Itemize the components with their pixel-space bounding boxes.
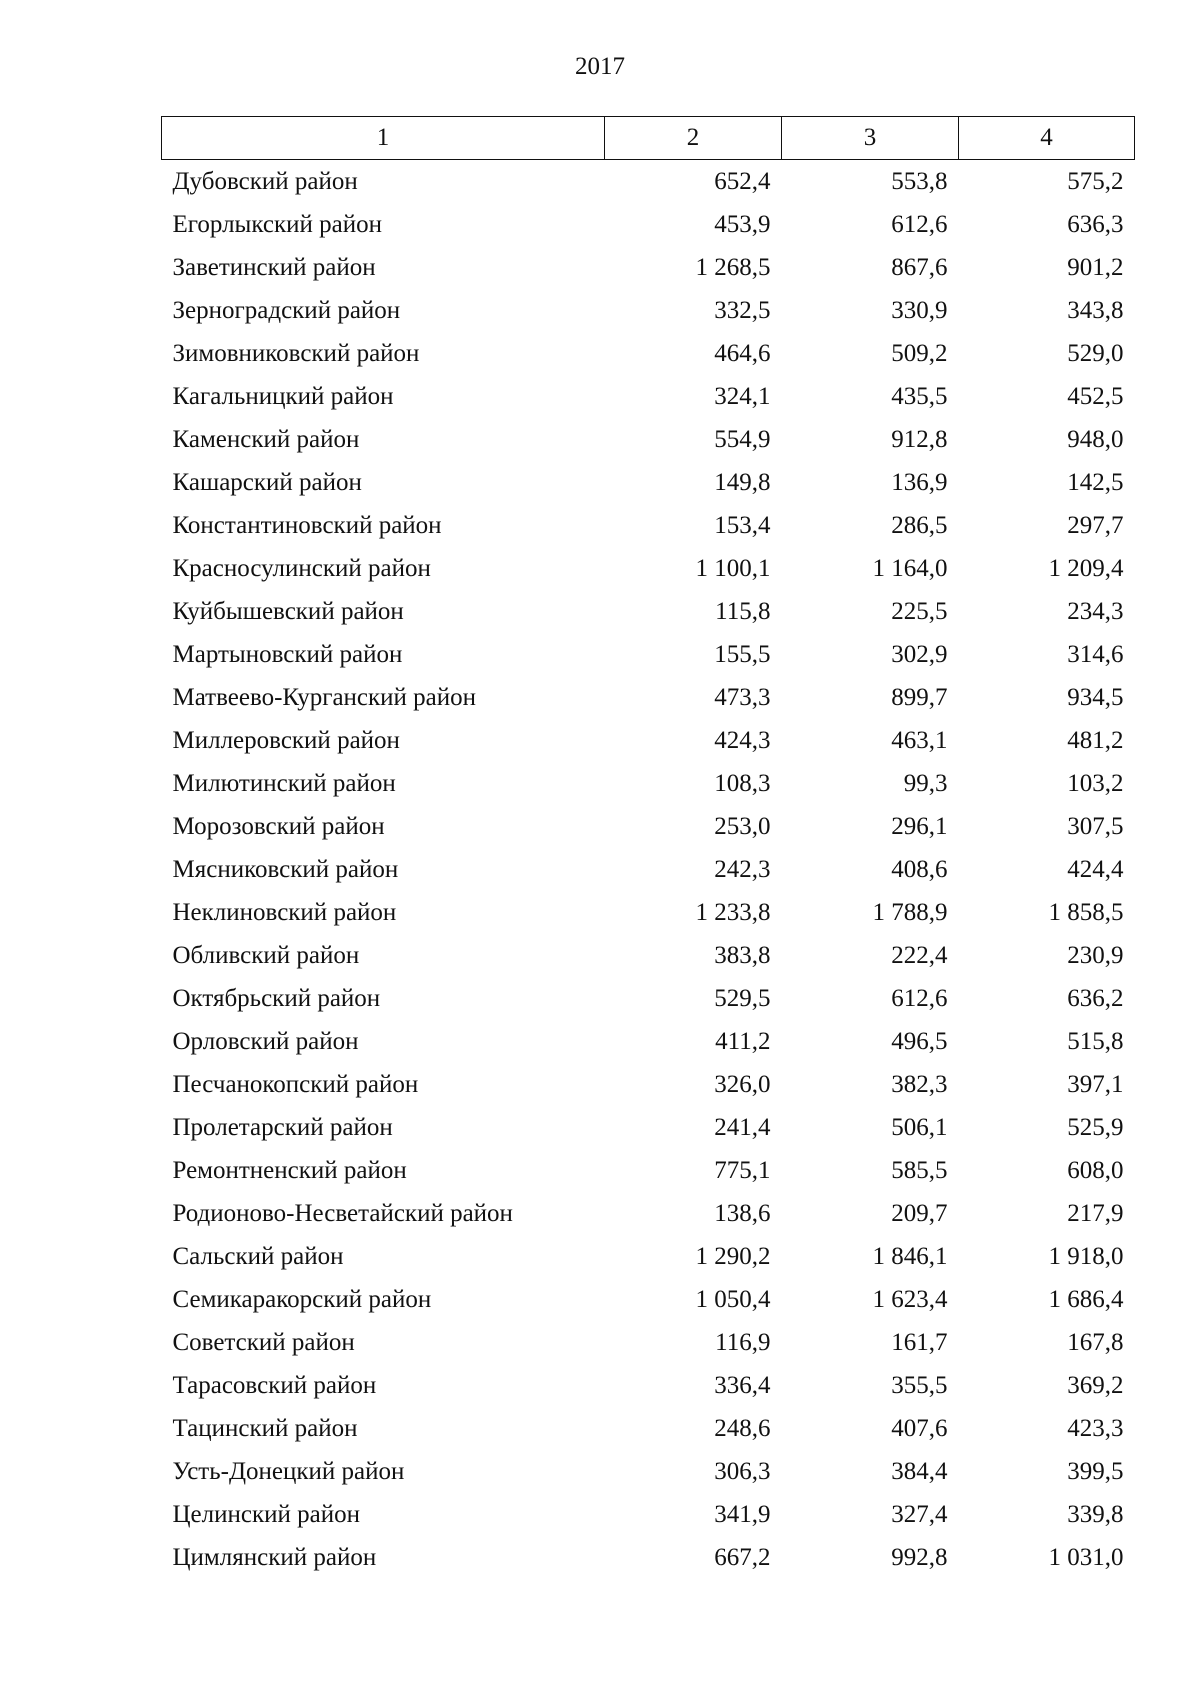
value-cell-col4: 525,9 — [1067, 1113, 1124, 1141]
district-name-cell: Родионово-Несветайский район — [172, 1199, 513, 1227]
value-cell-col4: 314,6 — [1067, 640, 1124, 668]
value-cell-col4: 608,0 — [1067, 1156, 1124, 1184]
value-cell-col4: 636,3 — [1067, 210, 1124, 238]
value-cell-col2: 115,8 — [715, 597, 771, 625]
district-name-cell: Тарасовский район — [172, 1371, 377, 1399]
value-cell-col2: 138,6 — [714, 1199, 771, 1227]
value-cell-col3: 899,7 — [891, 683, 948, 711]
value-cell-col4: 1 031,0 — [1048, 1543, 1124, 1571]
value-cell-col4: 452,5 — [1067, 382, 1124, 410]
district-name-cell: Сальский район — [172, 1242, 344, 1270]
value-cell-col4: 515,8 — [1067, 1027, 1124, 1055]
value-cell-col4: 423,3 — [1067, 1414, 1124, 1442]
district-name-cell: Матвеево-Курганский район — [172, 683, 477, 711]
value-cell-col2: 332,5 — [714, 296, 771, 324]
district-name-cell: Заветинский район — [172, 253, 376, 281]
column-header: 2 — [605, 117, 782, 160]
value-cell-col3: 1 164,0 — [872, 554, 948, 582]
column-header: 1 — [162, 117, 605, 160]
district-name-cell: Ремонтненский район — [172, 1156, 407, 1184]
value-cell-col4: 339,8 — [1067, 1500, 1124, 1528]
value-cell-col3: 407,6 — [891, 1414, 948, 1442]
value-cell-col4: 343,8 — [1067, 296, 1124, 324]
value-cell-col2: 424,3 — [714, 726, 771, 754]
value-cell-col3: 612,6 — [891, 984, 948, 1012]
value-cell-col3: 327,4 — [891, 1500, 948, 1528]
value-cell-col2: 326,0 — [714, 1070, 771, 1098]
value-cell-col3: 330,9 — [891, 296, 948, 324]
table-row — [162, 547, 1135, 590]
table-row — [162, 160, 1135, 204]
value-cell-col3: 463,1 — [891, 726, 948, 754]
table-header — [162, 117, 1135, 160]
value-cell-col2: 667,2 — [714, 1543, 771, 1571]
district-name-cell: Цимлянский район — [172, 1543, 377, 1571]
value-cell-col2: 1 290,2 — [695, 1242, 771, 1270]
table-row — [162, 633, 1135, 676]
value-cell-col4: 1 209,4 — [1048, 554, 1124, 582]
district-name-cell: Семикаракорский район — [172, 1285, 432, 1313]
value-cell-col4: 481,2 — [1067, 726, 1124, 754]
value-cell-col2: 1 100,1 — [695, 554, 771, 582]
value-cell-col3: 867,6 — [891, 253, 948, 281]
district-name-cell: Каменский район — [172, 425, 360, 453]
value-cell-col3: 296,1 — [891, 812, 948, 840]
district-name-cell: Куйбышевский район — [172, 597, 404, 625]
value-cell-col3: 1 846,1 — [872, 1242, 948, 1270]
table-row — [162, 332, 1135, 375]
district-name-cell: Кагальницкий район — [172, 382, 394, 410]
value-cell-col2: 253,0 — [714, 812, 771, 840]
value-cell-col2: 1 268,5 — [695, 253, 771, 281]
value-cell-col3: 136,9 — [891, 468, 948, 496]
value-cell-col3: 384,4 — [891, 1457, 948, 1485]
value-cell-col4: 1 918,0 — [1048, 1242, 1124, 1270]
table-row — [162, 461, 1135, 504]
data-table — [161, 116, 1135, 1579]
value-cell-col4: 397,1 — [1067, 1070, 1124, 1098]
value-cell-col3: 161,7 — [891, 1328, 948, 1356]
value-cell-col3: 209,7 — [891, 1199, 948, 1227]
value-cell-col2: 248,6 — [714, 1414, 771, 1442]
district-name-cell: Красносулинский район — [172, 554, 431, 582]
table-row — [162, 848, 1135, 891]
table-row — [162, 1493, 1135, 1536]
district-name-cell: Орловский район — [172, 1027, 359, 1055]
value-cell-col3: 1 788,9 — [872, 898, 948, 926]
value-cell-col4: 142,5 — [1067, 468, 1124, 496]
table-row — [162, 977, 1135, 1020]
value-cell-col3: 286,5 — [891, 511, 948, 539]
district-name-cell: Миллеровский район — [172, 726, 400, 754]
table-row — [162, 1020, 1135, 1063]
table-row — [162, 289, 1135, 332]
table-row — [162, 246, 1135, 289]
table-row — [162, 1278, 1135, 1321]
value-cell-col4: 424,4 — [1067, 855, 1124, 883]
value-cell-col4: 529,0 — [1067, 339, 1124, 367]
page-number: 2017 — [575, 53, 625, 80]
value-cell-col4: 575,2 — [1067, 167, 1124, 195]
value-cell-col2: 242,3 — [714, 855, 771, 883]
table-row — [162, 805, 1135, 848]
value-cell-col4: 217,9 — [1067, 1199, 1124, 1227]
district-name-cell: Советский район — [172, 1328, 355, 1356]
table-row — [162, 590, 1135, 633]
value-cell-col3: 496,5 — [891, 1027, 948, 1055]
district-name-cell: Пролетарский район — [172, 1113, 393, 1141]
table-row — [162, 375, 1135, 418]
table-row — [162, 719, 1135, 762]
value-cell-col4: 1 686,4 — [1048, 1285, 1124, 1313]
value-cell-col2: 464,6 — [714, 339, 771, 367]
value-cell-col4: 234,3 — [1067, 597, 1124, 625]
value-cell-col2: 341,9 — [714, 1500, 771, 1528]
value-cell-col2: 411,2 — [715, 1027, 771, 1055]
value-cell-col3: 408,6 — [891, 855, 948, 883]
table-row — [162, 1192, 1135, 1235]
value-cell-col2: 775,1 — [714, 1156, 771, 1184]
table-row — [162, 504, 1135, 547]
district-name-cell: Зерноградский район — [172, 296, 401, 324]
district-name-cell: Константиновский район — [172, 511, 442, 539]
value-cell-col4: 167,8 — [1067, 1328, 1124, 1356]
value-cell-col4: 636,2 — [1067, 984, 1124, 1012]
district-name-cell: Кашарский район — [172, 468, 362, 496]
value-cell-col3: 302,9 — [891, 640, 948, 668]
value-cell-col3: 222,4 — [891, 941, 948, 969]
value-cell-col4: 369,2 — [1067, 1371, 1124, 1399]
value-cell-col2: 149,8 — [714, 468, 771, 496]
value-cell-col3: 435,5 — [891, 382, 948, 410]
value-cell-col2: 453,9 — [714, 210, 771, 238]
table-row — [162, 1536, 1135, 1579]
value-cell-col2: 652,4 — [714, 167, 771, 195]
value-cell-col3: 553,8 — [891, 167, 948, 195]
value-cell-col2: 116,9 — [715, 1328, 771, 1356]
district-name-cell: Октябрьский район — [172, 984, 381, 1012]
district-name-cell: Усть-Донецкий район — [172, 1457, 405, 1485]
district-name-cell: Мартыновский район — [172, 640, 403, 668]
district-name-cell: Мясниковский район — [172, 855, 399, 883]
value-cell-col3: 912,8 — [891, 425, 948, 453]
value-cell-col2: 1 233,8 — [695, 898, 771, 926]
value-cell-col3: 382,3 — [891, 1070, 948, 1098]
value-cell-col2: 155,5 — [714, 640, 771, 668]
value-cell-col2: 324,1 — [714, 382, 771, 410]
header-row — [162, 117, 1135, 160]
value-cell-col2: 241,4 — [714, 1113, 771, 1141]
table-row — [162, 203, 1135, 246]
value-cell-col4: 297,7 — [1067, 511, 1124, 539]
table-row — [162, 762, 1135, 805]
value-cell-col4: 307,5 — [1067, 812, 1124, 840]
value-cell-col4: 399,5 — [1067, 1457, 1124, 1485]
value-cell-col2: 306,3 — [714, 1457, 771, 1485]
table-row — [162, 418, 1135, 461]
table-row — [162, 934, 1135, 977]
table-row — [162, 1063, 1135, 1106]
district-name-cell: Неклиновский район — [172, 898, 397, 926]
value-cell-col4: 901,2 — [1067, 253, 1124, 281]
value-cell-col3: 1 623,4 — [872, 1285, 948, 1313]
value-cell-col3: 612,6 — [891, 210, 948, 238]
column-header: 3 — [782, 117, 959, 160]
table-row — [162, 1106, 1135, 1149]
district-name-cell: Тацинский район — [172, 1414, 358, 1442]
value-cell-col3: 992,8 — [891, 1543, 948, 1571]
column-header: 4 — [959, 117, 1135, 160]
district-name-cell: Целинский район — [172, 1500, 360, 1528]
district-name-cell: Песчанокопский район — [172, 1070, 419, 1098]
value-cell-col4: 1 858,5 — [1048, 898, 1124, 926]
value-cell-col3: 506,1 — [891, 1113, 948, 1141]
district-name-cell: Егорлыкский район — [172, 210, 382, 238]
value-cell-col4: 948,0 — [1067, 425, 1124, 453]
table-row — [162, 676, 1135, 719]
value-cell-col2: 108,3 — [714, 769, 771, 797]
value-cell-col2: 473,3 — [714, 683, 771, 711]
value-cell-col4: 230,9 — [1067, 941, 1124, 969]
value-cell-col3: 355,5 — [891, 1371, 948, 1399]
district-name-cell: Зимовниковский район — [172, 339, 420, 367]
table-row — [162, 891, 1135, 934]
district-name-cell: Дубовский район — [172, 167, 358, 195]
value-cell-col2: 554,9 — [714, 425, 771, 453]
value-cell-col2: 153,4 — [714, 511, 771, 539]
value-cell-col3: 509,2 — [891, 339, 948, 367]
table-row — [162, 1407, 1135, 1450]
value-cell-col2: 336,4 — [714, 1371, 771, 1399]
value-cell-col2: 383,8 — [714, 941, 771, 969]
value-cell-col2: 529,5 — [714, 984, 771, 1012]
value-cell-col4: 934,5 — [1067, 683, 1124, 711]
district-name-cell: Милютинский район — [172, 769, 396, 797]
district-name-cell: Обливский район — [172, 941, 360, 969]
table-row — [162, 1450, 1135, 1493]
value-cell-col3: 99,3 — [903, 769, 948, 797]
value-cell-col2: 1 050,4 — [695, 1285, 771, 1313]
value-cell-col3: 585,5 — [891, 1156, 948, 1184]
table-row — [162, 1149, 1135, 1192]
table-row — [162, 1321, 1135, 1364]
table-row — [162, 1235, 1135, 1278]
table-body — [162, 160, 1135, 1580]
table-row — [162, 1364, 1135, 1407]
value-cell-col3: 225,5 — [891, 597, 948, 625]
value-cell-col4: 103,2 — [1067, 769, 1124, 797]
district-name-cell: Морозовский район — [172, 812, 385, 840]
